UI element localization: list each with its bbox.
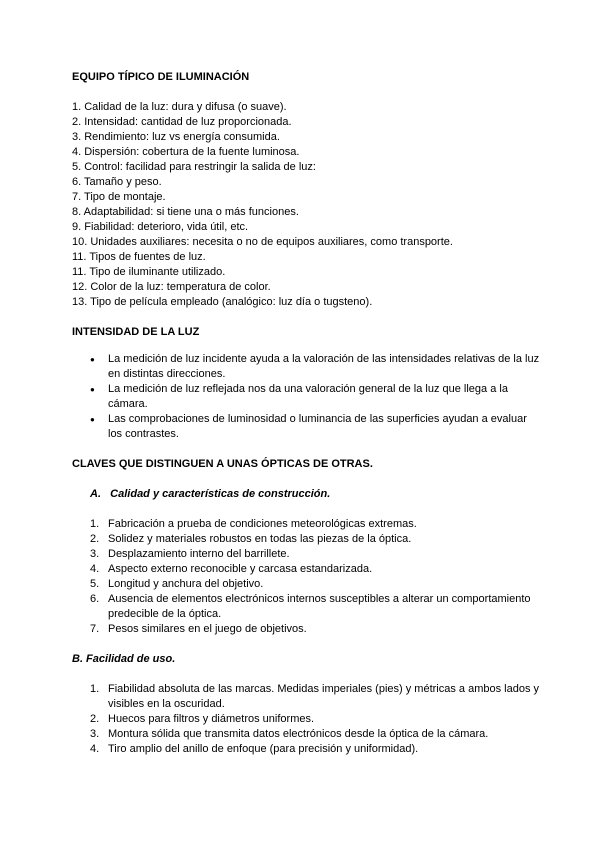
list-text: Solidez y materiales robustos en todas las piezas de la óptica.	[108, 533, 412, 545]
list-item: 11. Tipo de iluminante utilizado.	[72, 266, 226, 278]
list-number: 2.	[90, 533, 100, 545]
section-title-intensidad: INTENSIDAD DE LA LUZ	[72, 326, 200, 338]
list-number: 2.	[90, 713, 100, 725]
facilidad-list	[72, 682, 540, 757]
list-item: 4. Dispersión: cobertura de la fuente luminosa.	[72, 146, 300, 158]
list-number: 3.	[90, 728, 100, 740]
list-text: Huecos para filtros y diámetros uniformes.	[108, 713, 315, 725]
list-item: 12. Color de la luz: temperatura de color.	[72, 281, 271, 293]
list-number: 4.	[90, 743, 100, 755]
list-text: Montura sólida que transmita datos electrónicos desde la óptica de la cámara.	[108, 728, 489, 740]
list-item	[90, 742, 540, 757]
list-text: Tiro amplio del anillo de enfoque (para precisión y uniformidad).	[108, 743, 419, 755]
list-item: 2. Intensidad: cantidad de luz proporcionada.	[72, 116, 292, 128]
list-number: 4.	[90, 563, 100, 575]
list-item: 13. Tipo de película empleado (analógico: luz día o tugsteno).	[72, 296, 373, 308]
list-item	[90, 532, 540, 547]
list-number: 3.	[90, 548, 100, 560]
construccion-list	[72, 517, 540, 637]
list-number: 5.	[90, 578, 100, 590]
list-number: 6.	[90, 593, 100, 605]
list-text: Desplazamiento interno del barrillete.	[108, 548, 290, 560]
list-text: Pesos similares en el juego de objetivos.	[108, 623, 307, 635]
list-item	[90, 682, 540, 712]
list-text: Aspecto externo reconocible y carcasa estandarizada.	[108, 563, 373, 575]
list-item	[90, 547, 540, 562]
section-title-equipo: EQUIPO TÍPICO DE ILUMINACIÓN	[72, 71, 250, 83]
list-item	[90, 577, 540, 592]
list-item	[90, 592, 540, 622]
list-item: 6. Tamaño y peso.	[72, 176, 162, 188]
list-number: 1.	[90, 518, 100, 530]
list-item: 9. Fiabilidad: deterioro, vida útil, etc.	[72, 221, 249, 233]
list-number: 1.	[90, 683, 100, 695]
section-title-claves: CLAVES QUE DISTINGUEN A UNAS ÓPTICAS DE OTRAS.	[72, 458, 373, 470]
list-text: Fabricación a prueba de condiciones meteorológicas extremas.	[108, 518, 417, 530]
list-text: Ausencia de elementos electrónicos internos susceptibles a alterar un comportamiento predecible de la óptica.	[108, 593, 531, 620]
bullet-item: ● La medición de luz incidente ayuda a la valoración de las intensidades relativas de la luz en distintas direcciones.	[90, 352, 540, 382]
list-item	[90, 712, 540, 727]
list-item: 1. Calidad de la luz: dura y difusa (o suave).	[72, 101, 287, 113]
list-text: Fiabilidad absoluta de las marcas. Medidas imperiales (pies) y métricas a ambos lados y visibles en la oscuridad.	[108, 683, 540, 710]
intensidad-bullet-list	[72, 352, 540, 442]
list-item: 5. Control: facilidad para restringir la salida de luz:	[72, 161, 316, 173]
bullet-item: ● La medición de luz reflejada nos da una valoración general de la luz que llega a la cámara.	[90, 382, 540, 412]
list-item: 10. Unidades auxiliares: necesita o no de equipos auxiliares, como transporte.	[72, 236, 453, 248]
list-item: 7. Tipo de montaje.	[72, 191, 166, 203]
list-text: Longitud y anchura del objetivo.	[108, 578, 264, 590]
list-item: 3. Rendimiento: luz vs energía consumida.	[72, 131, 280, 143]
list-number: 7.	[90, 623, 100, 635]
list-item	[90, 517, 540, 532]
list-item	[90, 622, 540, 637]
equipo-list	[72, 100, 540, 310]
list-item: 11. Tipos de fuentes de luz.	[72, 251, 206, 263]
subsection-title-b: B. Facilidad de uso.	[72, 653, 176, 665]
list-item	[90, 727, 540, 742]
list-item: 8. Adaptabilidad: si tiene una o más funciones.	[72, 206, 299, 218]
list-item	[90, 562, 540, 577]
bullet-item: ● Las comprobaciones de luminosidad o luminancia de las superficies ayudan a evaluar los contrastes.	[90, 412, 540, 442]
subsection-title-a: A. Calidad y características de construcción.	[90, 488, 331, 500]
